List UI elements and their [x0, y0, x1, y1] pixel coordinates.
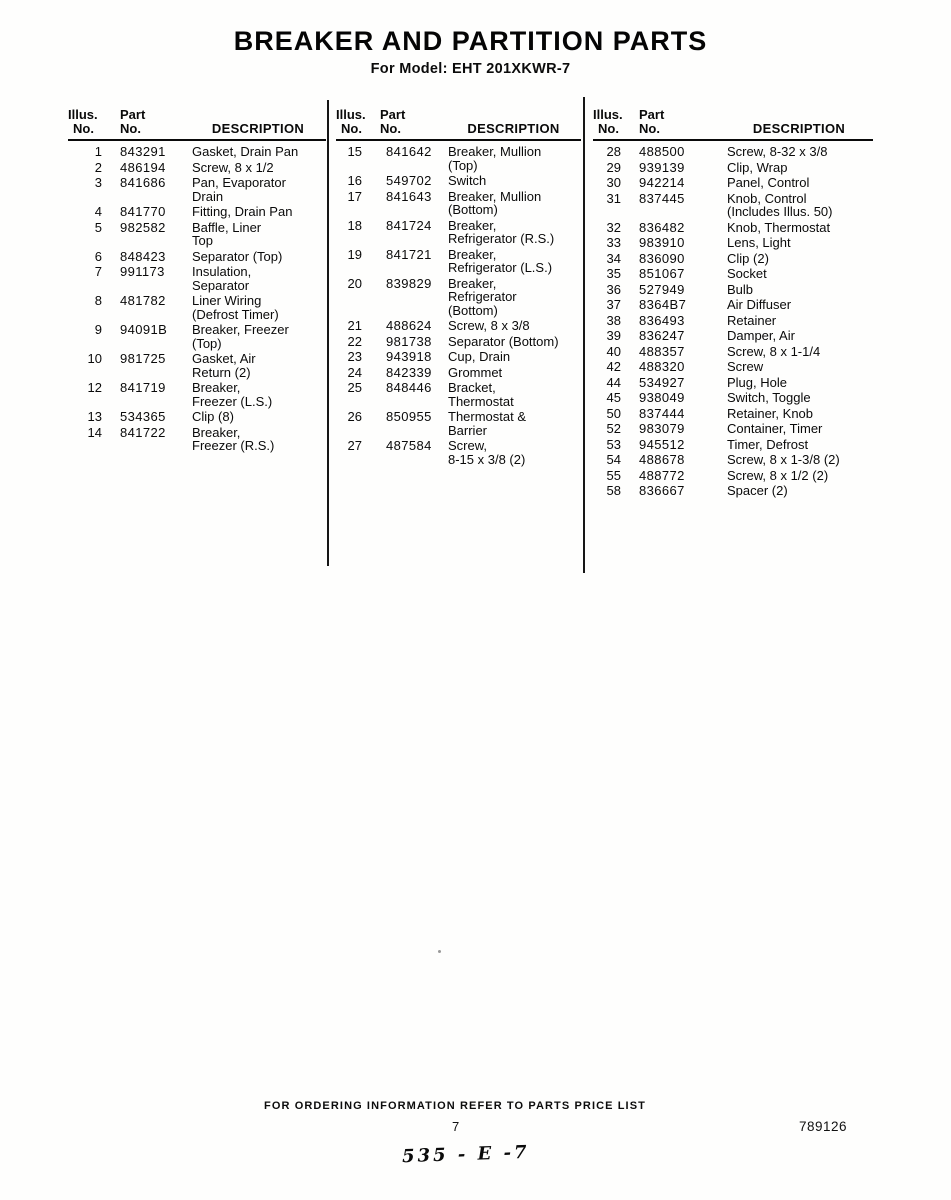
- table-row: [336, 277, 581, 318]
- table-row: [68, 161, 326, 175]
- column-divider: [327, 100, 329, 566]
- description-line: Drain: [192, 188, 224, 204]
- table-row: [593, 298, 873, 312]
- illus-no: 33: [606, 235, 621, 250]
- part-no: 841722: [120, 424, 166, 440]
- part-description: [725, 192, 873, 219]
- description-line: Thermostat &: [448, 409, 527, 424]
- part-header-line2: No.: [120, 121, 141, 136]
- part-description: [190, 145, 326, 159]
- table-row: [336, 410, 581, 437]
- illus-no: 20: [347, 275, 362, 291]
- description-line: Screw,: [448, 438, 488, 453]
- part-no: 991173: [120, 264, 165, 279]
- illus-no: 9: [94, 322, 102, 337]
- illus-no: 4: [94, 204, 102, 219]
- part-no: 836482: [639, 219, 685, 235]
- part-description: [446, 190, 581, 217]
- form-number: 789126: [798, 1119, 847, 1134]
- table-row: [593, 407, 873, 421]
- description-line: Container, Timer: [727, 421, 823, 436]
- description-line: Freezer (L.S.): [192, 393, 273, 409]
- part-no: 841642: [386, 144, 432, 159]
- illus-no: 37: [606, 297, 621, 312]
- description-line: Fitting, Drain Pan: [192, 204, 293, 219]
- part-description: [725, 161, 873, 175]
- part-no: 836493: [639, 312, 685, 328]
- part-description: [725, 145, 873, 159]
- part-no: 842339: [386, 364, 432, 380]
- illus-header-line1: Illus.: [336, 107, 366, 122]
- part-no: 487584: [386, 438, 432, 453]
- table-row: [593, 422, 873, 436]
- illus-no: 10: [87, 351, 102, 366]
- part-no: 837445: [639, 190, 685, 206]
- description-line: Bulb: [727, 281, 754, 297]
- part-no: 939139: [639, 159, 685, 175]
- description-line: Insulation,: [192, 264, 252, 279]
- description-line: Breaker, Freezer: [192, 322, 289, 337]
- part-description: [446, 219, 581, 246]
- table-row: [68, 176, 326, 203]
- table-row: [336, 350, 581, 364]
- description-line: Cup, Drain: [448, 349, 511, 364]
- table-row: [336, 219, 581, 246]
- part-no: 943918: [386, 349, 432, 364]
- description-line: Panel, Control: [727, 175, 810, 190]
- part-description: [190, 381, 326, 408]
- table-row: [336, 145, 581, 172]
- title-block: [0, 26, 941, 77]
- part-no: 850955: [386, 409, 432, 424]
- part-no: 488357: [639, 343, 685, 359]
- illus-no: 22: [347, 333, 362, 349]
- table-row: [593, 453, 873, 467]
- description-line: Return (2): [192, 364, 251, 380]
- part-no: 841686: [120, 175, 166, 190]
- part-no: 843291: [120, 144, 166, 159]
- part-no: 534927: [639, 374, 685, 390]
- column-divider: [583, 97, 585, 573]
- table-row: [593, 192, 873, 219]
- table-row: [593, 161, 873, 175]
- table-row: [593, 329, 873, 343]
- description-line: Screw, 8-32 x 3/8: [727, 144, 828, 159]
- description-line: Switch: [448, 173, 487, 188]
- part-description: [190, 221, 326, 248]
- part-no: 839829: [386, 275, 432, 291]
- illus-no: 58: [606, 483, 621, 498]
- table-row: [68, 381, 326, 408]
- description-line: Screw, 8 x 1-3/8 (2): [727, 452, 840, 467]
- part-no: 982582: [120, 219, 166, 235]
- part-no: 841643: [386, 188, 432, 204]
- table-row: [593, 345, 873, 359]
- part-description: [725, 407, 873, 421]
- part-header-line1: Part: [120, 107, 146, 122]
- part-no: 836090: [639, 250, 685, 266]
- description-line: Socket: [727, 266, 767, 281]
- part-no: 527949: [639, 281, 685, 297]
- description-line: (Top): [192, 335, 222, 351]
- table-row: [68, 205, 326, 219]
- part-description: [446, 145, 581, 172]
- table-row: [593, 236, 873, 250]
- illus-no: 7: [94, 264, 102, 279]
- table-row: [336, 366, 581, 380]
- part-no: 836247: [639, 328, 685, 343]
- part-no: 486194: [120, 159, 166, 175]
- table-row: [68, 250, 326, 264]
- table-row: [593, 283, 873, 297]
- illus-no: 24: [347, 364, 362, 380]
- table-row: [593, 391, 873, 405]
- description-line: Barrier: [448, 422, 488, 438]
- part-description: [725, 484, 873, 498]
- description-line: (Bottom): [448, 302, 498, 318]
- description-line: Screw, 8 x 1/2: [192, 159, 274, 175]
- description-line: Breaker,: [448, 217, 497, 233]
- illus-no: 39: [606, 328, 621, 343]
- illus-no: 15: [347, 144, 362, 159]
- illus-no: 18: [347, 217, 362, 233]
- table-row: [593, 484, 873, 498]
- description-line: Lens, Light: [727, 235, 791, 250]
- ordering-note: FOR ORDERING INFORMATION REFER TO PARTS PRICE LIST: [264, 1100, 646, 1112]
- description-line: Spacer (2): [727, 483, 788, 498]
- illus-no: 12: [87, 380, 102, 395]
- description-line: Screw, 8 x 3/8: [448, 318, 530, 333]
- description-line: Clip (8): [192, 409, 234, 424]
- illus-no: 38: [606, 312, 621, 328]
- table-row: [68, 410, 326, 424]
- illus-no: 31: [606, 190, 621, 206]
- description-line: (Bottom): [448, 202, 498, 217]
- description-line: Plug, Hole: [727, 374, 787, 390]
- part-description: [190, 265, 326, 292]
- part-no: 942214: [639, 175, 685, 190]
- description-line: Gasket, Drain Pan: [192, 144, 299, 159]
- part-header-line1: Part: [639, 107, 665, 122]
- table-row: [336, 248, 581, 275]
- table-row: [336, 190, 581, 217]
- illus-no: 3: [94, 175, 102, 190]
- description-line: Knob, Thermostat: [727, 219, 831, 235]
- illus-no: 21: [347, 318, 362, 333]
- illus-no: 8: [94, 293, 102, 308]
- part-no: 94091B: [120, 322, 168, 337]
- part-description: [446, 410, 581, 437]
- part-description: [190, 161, 326, 175]
- illus-no: 17: [347, 188, 362, 204]
- illus-no: 53: [606, 436, 621, 452]
- illus-no: 29: [606, 159, 621, 175]
- description-header: DESCRIPTION: [467, 121, 560, 136]
- description-line: Refrigerator: [448, 289, 517, 304]
- illus-no: 13: [87, 409, 102, 424]
- illus-no: 28: [606, 144, 621, 159]
- table-row: [68, 145, 326, 159]
- description-line: Baffle, Liner: [192, 219, 262, 235]
- table-row: [336, 174, 581, 188]
- part-no: 848446: [386, 380, 432, 395]
- description-line: Retainer: [727, 312, 777, 328]
- page-title: BREAKER AND PARTITION PARTS: [233, 26, 708, 56]
- illus-no: 40: [606, 343, 621, 359]
- handwritten-note: 535 - E -7: [401, 1141, 530, 1168]
- description-line: (Includes Illus. 50): [727, 204, 833, 219]
- part-description: [725, 236, 873, 250]
- illus-no-header: [68, 108, 106, 136]
- part-description: [446, 277, 581, 318]
- part-no: 488320: [639, 359, 685, 374]
- part-no: 488624: [386, 318, 432, 333]
- part-description: [190, 323, 326, 350]
- table-row: [68, 323, 326, 350]
- part-description: [725, 221, 873, 235]
- part-description: [446, 174, 581, 188]
- part-no: 841724: [386, 217, 432, 233]
- part-description: [725, 422, 873, 436]
- part-no: 836667: [639, 483, 685, 498]
- part-description: [725, 267, 873, 281]
- part-description: [190, 250, 326, 264]
- description-line: Separator (Bottom): [448, 333, 559, 349]
- part-no: 488500: [639, 144, 685, 159]
- illus-no: 27: [347, 438, 362, 453]
- description-line: Liner Wiring: [192, 293, 262, 308]
- part-no-header: [625, 108, 725, 136]
- part-no: 981738: [386, 333, 432, 349]
- part-no: 938049: [639, 390, 685, 405]
- description-line: Knob, Control: [727, 190, 807, 206]
- description-line: Refrigerator (R.S.): [448, 231, 555, 246]
- part-description: [190, 426, 326, 453]
- illus-no: 44: [606, 374, 621, 390]
- part-description: [725, 314, 873, 328]
- description-line: Grommet: [448, 364, 503, 380]
- table-row: [593, 267, 873, 281]
- part-no: 488772: [639, 467, 685, 483]
- part-description: [190, 205, 326, 219]
- part-description: [725, 329, 873, 343]
- parts-column-left: [68, 108, 326, 455]
- description-line: Breaker,: [448, 246, 497, 262]
- part-no: 841721: [386, 246, 432, 262]
- part-description: [446, 381, 581, 408]
- part-header-line1: Part: [380, 107, 406, 122]
- description-line: Retainer, Knob: [727, 405, 814, 421]
- part-description: [725, 438, 873, 452]
- description-line: Pan, Evaporator: [192, 175, 286, 190]
- illus-no-header: [336, 108, 366, 136]
- part-description: [190, 352, 326, 379]
- part-description: [725, 391, 873, 405]
- illus-no: 42: [606, 359, 621, 374]
- description-line: Breaker,: [192, 380, 241, 395]
- description-line: (Top): [448, 157, 478, 173]
- illus-no: 26: [347, 409, 362, 424]
- illus-no: 50: [606, 405, 621, 421]
- part-no-header: [366, 108, 446, 136]
- illus-no: 25: [347, 380, 362, 395]
- table-row: [593, 438, 873, 452]
- description-line: 8-15 x 3/8 (2): [448, 451, 526, 467]
- column-header: [68, 108, 326, 141]
- description-line: Thermostat: [448, 393, 514, 409]
- table-row: [68, 294, 326, 321]
- part-description: [725, 376, 873, 390]
- illus-header-line2: No.: [341, 121, 362, 136]
- illus-no: 34: [606, 250, 621, 266]
- column-header: [336, 108, 581, 141]
- table-row: [593, 221, 873, 235]
- description-line: Freezer (R.S.): [192, 438, 275, 453]
- description-line: Clip (2): [727, 250, 769, 266]
- part-description: [446, 350, 581, 364]
- part-header-line2: No.: [380, 121, 401, 136]
- part-description: [725, 469, 873, 483]
- description-line: Top: [192, 233, 213, 248]
- part-description: [446, 248, 581, 275]
- table-row: [593, 314, 873, 328]
- part-description: [725, 176, 873, 190]
- part-description: [725, 298, 873, 312]
- description-line: (Defrost Timer): [192, 306, 279, 322]
- page-number: 7: [452, 1119, 460, 1134]
- part-no: 481782: [120, 293, 166, 308]
- part-no: 534365: [120, 409, 166, 424]
- table-row: [336, 319, 581, 333]
- part-no: 851067: [639, 266, 685, 281]
- illus-no: 52: [606, 421, 621, 436]
- table-row: [68, 426, 326, 453]
- part-no: 841719: [120, 380, 166, 395]
- illus-no: 2: [94, 159, 102, 175]
- part-description: [190, 410, 326, 424]
- model-subtitle: For Model: EHT 201XKWR-7: [370, 61, 571, 77]
- illus-no-header: [593, 108, 625, 136]
- part-no: 549702: [386, 173, 432, 188]
- part-no: 8364B7: [639, 297, 687, 312]
- part-no-header: [106, 108, 190, 136]
- parts-column-middle: [336, 108, 581, 468]
- table-row: [593, 376, 873, 390]
- description-line: Switch, Toggle: [727, 390, 811, 405]
- part-description: [446, 335, 581, 349]
- illus-no: 45: [606, 390, 621, 405]
- description-header: DESCRIPTION: [211, 121, 305, 136]
- illus-header-line2: No.: [598, 121, 619, 136]
- illus-header-line1: Illus.: [593, 107, 623, 122]
- table-row: [68, 265, 326, 292]
- part-no: 983910: [639, 235, 685, 250]
- description-line: Bracket,: [448, 380, 496, 395]
- part-no: 848423: [120, 248, 166, 264]
- illus-no: 23: [347, 349, 362, 364]
- illus-no: 1: [94, 144, 102, 159]
- part-no: 837444: [639, 405, 685, 421]
- table-row: [68, 352, 326, 379]
- part-no: 841770: [120, 204, 166, 219]
- part-no: 983079: [639, 421, 685, 436]
- table-row: [593, 145, 873, 159]
- table-row: [593, 469, 873, 483]
- description-line: Breaker, Mullion: [448, 144, 542, 159]
- illus-no: 6: [94, 248, 102, 264]
- part-description: [725, 283, 873, 297]
- illus-no: 35: [606, 266, 621, 281]
- description-line: Breaker, Mullion: [448, 188, 542, 204]
- description-line: Breaker,: [192, 424, 241, 440]
- column-header: [593, 108, 873, 141]
- description-line: Breaker,: [448, 275, 497, 291]
- illus-header-line2: No.: [73, 121, 94, 136]
- description-line: Refrigerator (L.S.): [448, 260, 553, 275]
- parts-column-right: [593, 108, 873, 500]
- table-row: [336, 439, 581, 466]
- description-line: Screw: [727, 359, 764, 374]
- illus-no: 36: [606, 281, 621, 297]
- illus-no: 54: [606, 452, 621, 467]
- illus-no: 19: [347, 246, 362, 262]
- part-no: 981725: [120, 351, 166, 366]
- description-line: Screw, 8 x 1/2 (2): [727, 467, 829, 483]
- part-description: [446, 439, 581, 466]
- table-row: [593, 176, 873, 190]
- illus-header-line1: Illus.: [68, 107, 98, 122]
- part-no: 945512: [639, 436, 685, 452]
- illus-no: 30: [606, 175, 621, 190]
- part-header-line2: No.: [639, 121, 660, 136]
- part-description: [725, 252, 873, 266]
- part-description: [190, 294, 326, 321]
- illus-no: 16: [347, 173, 362, 188]
- part-no: 488678: [639, 452, 685, 467]
- illus-no: 14: [87, 424, 102, 440]
- part-description: [190, 176, 326, 203]
- description-line: Gasket, Air: [192, 351, 256, 366]
- part-description: [725, 345, 873, 359]
- scan-artifact: [438, 950, 441, 953]
- table-row: [593, 252, 873, 266]
- table-row: [336, 381, 581, 408]
- part-description: [446, 319, 581, 333]
- table-row: [593, 360, 873, 374]
- description-line: Separator: [192, 277, 250, 293]
- description-line: Damper, Air: [727, 328, 795, 343]
- description-line: Clip, Wrap: [727, 159, 788, 175]
- description-line: Separator (Top): [192, 248, 283, 264]
- part-description: [725, 360, 873, 374]
- table-row: [68, 221, 326, 248]
- table-row: [336, 335, 581, 349]
- illus-no: 55: [606, 467, 621, 483]
- illus-no: 32: [606, 219, 621, 235]
- description-line: Timer, Defrost: [727, 436, 809, 452]
- part-description: [725, 453, 873, 467]
- part-description: [446, 366, 581, 380]
- description-line: Screw, 8 x 1-1/4: [727, 343, 821, 359]
- description-header: DESCRIPTION: [752, 121, 846, 136]
- description-line: Air Diffuser: [727, 297, 792, 312]
- illus-no: 5: [94, 219, 102, 235]
